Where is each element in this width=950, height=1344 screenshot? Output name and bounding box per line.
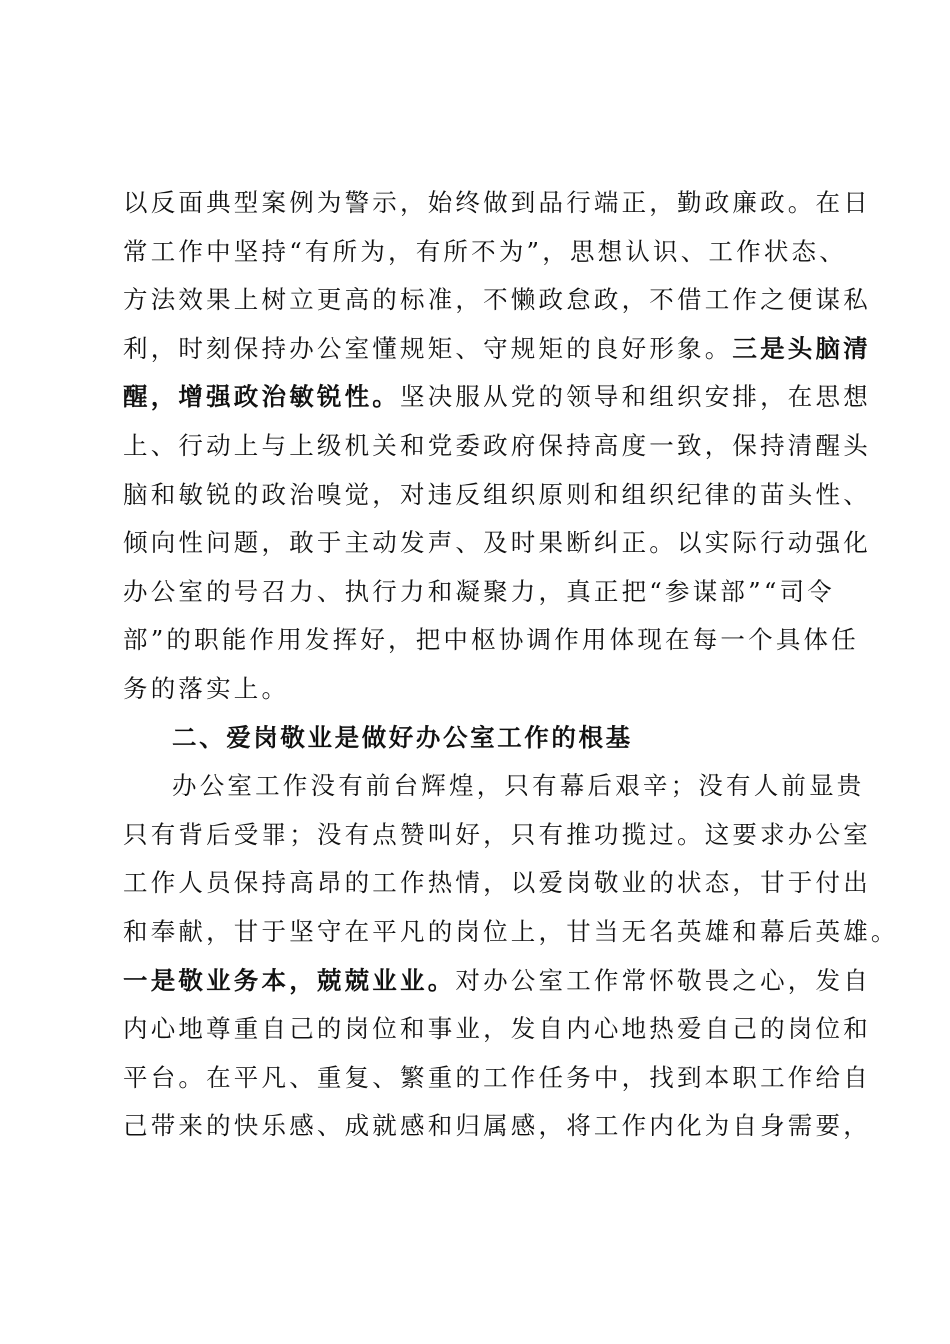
text-line: 上、行动上与上级机关和党委政府保持高度一致，保持清醒头 [123, 430, 871, 460]
bold-lead-phrase: 三是头脑清 [732, 333, 871, 363]
text-run: 坚决服从党的领导和组织安排，在思想 [400, 382, 871, 412]
text-line: 和奉献，甘于坚守在平凡的岗位上，甘当无名英雄和幕后英雄。 [123, 916, 899, 946]
text-line: 倾向性问题，敢于主动发声、及时果断纠正。以实际行动强化 [123, 528, 871, 558]
text-line: 常工作中坚持“有所为，有所不为”，思想认识、工作状态、 [123, 236, 847, 266]
bold-lead-phrase: 一是敬业务本，兢兢业业。 [123, 965, 456, 995]
bold-lead-phrase: 醒，增强政治敏锐性。 [123, 382, 400, 412]
text-run: 对办公室工作常怀敬畏之心，发自 [455, 965, 871, 995]
text-line: 内心地尊重自己的岗位和事业，发自内心地热爱自己的岗位和 [123, 1014, 871, 1044]
text-line: 平台。在平凡、重复、繁重的工作任务中，找到本职工作给自 [123, 1062, 871, 1092]
text-line [123, 957, 871, 1006]
text-line: 务的落实上。 [123, 673, 290, 703]
text-line: 己带来的快乐感、成就感和归属感，将工作内化为自身需要， [123, 1111, 871, 1141]
section-heading: 二、爱岗敬业是做好办公室工作的根基 [172, 722, 633, 752]
text-line: 工作人员保持高昂的工作热情，以爱岗敬业的状态，甘于付出 [123, 868, 871, 898]
text-line: 以反面典型案例为警示，始终做到品行端正，勤政廉政。在日 [123, 188, 871, 217]
text-line [123, 373, 871, 422]
text-run: 利，时刻保持办公室懂规矩、守规矩的良好形象。 [123, 333, 733, 363]
text-line: 部”的职能作用发挥好，把中枢协调作用体现在每一个具体任 [123, 625, 859, 655]
text-line: 办公室工作没有前台辉煌，只有幕后艰辛；没有人前显贵 [172, 771, 865, 801]
text-line: 只有背后受罪；没有点赞叫好，只有推功揽过。这要求办公室 [123, 819, 871, 849]
document-body [123, 179, 899, 1151]
text-line: 方法效果上树立更高的标准，不懒政怠政，不借工作之便谋私 [123, 285, 871, 315]
text-line: 办公室的号召力、执行力和凝聚力，真正把“参谋部”“司令 [123, 576, 835, 606]
text-line: 脑和敏锐的政治嗅觉，对违反组织原则和组织纪律的苗头性、 [123, 479, 871, 509]
text-line [123, 325, 871, 374]
